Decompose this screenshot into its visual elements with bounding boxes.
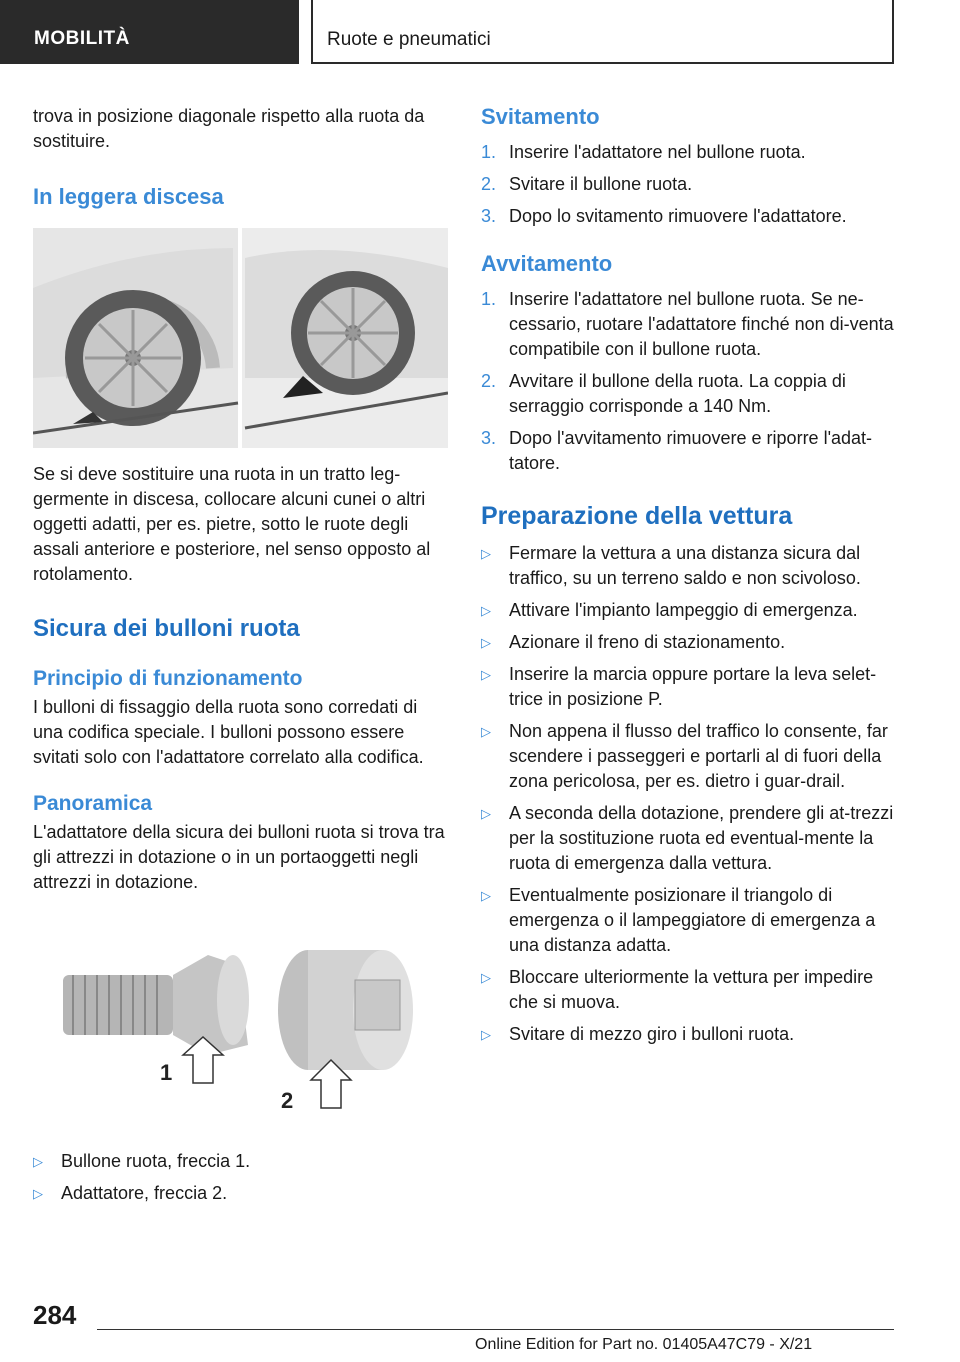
heading-svitamento: Svitamento [481, 104, 600, 129]
chapter-title: Ruote e pneumatici [327, 29, 491, 50]
list-item: ▷ Bullone ruota, freccia 1. [33, 1149, 448, 1174]
triangle-bullet-icon: ▷ [33, 1154, 43, 1169]
preparazione-list [481, 541, 897, 1047]
edition-text: Online Edition for Part no. 01405A47C79 - X/21 [475, 1336, 813, 1353]
list-item: ▷ Bloccare ulteriormente la vettura per impedire che si muova. [481, 967, 874, 1012]
heading-discesa: In leggera discesa [33, 184, 224, 209]
list-item: 1. Inserire l'adattatore nel bullone ruota. [481, 142, 806, 162]
section-title: MOBILITÀ [34, 28, 130, 49]
slope-photo [33, 228, 448, 448]
triangle-bullet-icon: ▷ [481, 1027, 491, 1042]
figure-label-1: 1 [160, 1060, 173, 1085]
footer-divider [97, 1329, 894, 1330]
list-item: ▷ A seconda della dotazione, prendere gli at-trezzi per la sostituzione ruota ed eventual-mente la ruota di emergenza dalla vettura. [481, 803, 894, 873]
list-item: 2. Svitare il bullone ruota. [481, 174, 693, 194]
page-number: 284 [33, 1300, 77, 1330]
figure-legend [33, 1149, 448, 1206]
car-wheels-illustration [33, 228, 448, 448]
list-item: ▷ Inserire la marcia oppure portare la leva selet-trice in posizione P. [481, 664, 877, 709]
svitamento-steps [481, 140, 897, 229]
triangle-bullet-icon: ▷ [33, 1186, 43, 1201]
heading-sicura: Sicura dei bulloni ruota [33, 615, 300, 642]
list-item: ▷ Non appena il flusso del traffico lo consente, far scendere i passeggeri e portarli al di fuori della zona pericolosa, per es. dietro i guar-drail. [481, 721, 888, 791]
avvitamento-steps [481, 287, 897, 476]
triangle-bullet-icon: ▷ [481, 970, 491, 985]
list-item: ▷ Azionare il freno di stazionamento. [481, 630, 897, 655]
list-item: ▷ Attivare l'impianto lampeggio di emergenza. [481, 598, 897, 623]
chapter-header [311, 0, 894, 64]
list-item: ▷ Eventualmente posizionare il triangolo di emergenza o il lampeggiatore di emergenza a una distanza adatta. [481, 885, 876, 955]
bolt-adapter-illustration [33, 925, 448, 1135]
list-item: 3. Dopo lo svitamento rimuovere l'adattatore. [481, 206, 847, 226]
left-column [33, 100, 448, 1206]
panoramica-text: L'adattatore della sicura dei bulloni ruota si trova tra gli attrezzi in dotazione o in un portaoggetti negli attrezzi in dotazione. [33, 822, 445, 892]
list-item: ▷ Svitare di mezzo giro i bulloni ruota. [481, 1022, 897, 1047]
figure-label-2: 2 [281, 1088, 294, 1113]
bolt-figure [33, 925, 448, 1135]
triangle-bullet-icon: ▷ [481, 635, 491, 650]
intro-text: trova in posizione diagonale rispetto alla ruota da sostituire. [33, 106, 425, 151]
list-item: 3. Dopo l'avvitamento rimuovere e riporre l'adat-tatore. [481, 428, 873, 473]
heading-preparazione: Preparazione della vettura [481, 502, 793, 530]
principio-text: I bulloni di fissaggio della ruota sono corredati di una codifica speciale. I bulloni possono essere svitati solo con l'adattatore correlato alla codifica. [33, 697, 424, 767]
triangle-bullet-icon: ▷ [481, 724, 491, 739]
list-item: 1. Inserire l'adattatore nel bullone ruota. Se ne-cessario, ruotare l'adattatore finché non di-venta compatibile con il bullone ruota. [481, 289, 894, 359]
list-item: 2. Avvitare il bullone della ruota. La coppia di serraggio corrisponde a 140 Nm. [481, 371, 846, 416]
list-item: ▷ Adattatore, freccia 2. [33, 1181, 448, 1206]
heading-panoramica: Panoramica [33, 792, 153, 815]
right-column [481, 100, 897, 1047]
section-tab [0, 0, 299, 64]
triangle-bullet-icon: ▷ [481, 546, 491, 561]
discesa-text: Se si deve sostituire una ruota in un tratto leg-germente in discesa, collocare alcuni cunei o altri oggetti adatti, per es. pietre, sotto le ruote degli assali anteriore e posteriore, nel senso opposto al rotolamento. [33, 464, 431, 584]
list-item: ▷ Fermare la vettura a una distanza sicura dal traffico, su un terreno saldo e non scivoloso. [481, 543, 861, 588]
triangle-bullet-icon: ▷ [481, 667, 491, 682]
triangle-bullet-icon: ▷ [481, 888, 491, 903]
triangle-bullet-icon: ▷ [481, 806, 491, 821]
heading-principio: Principio di funzionamento [33, 667, 303, 690]
triangle-bullet-icon: ▷ [481, 603, 491, 618]
heading-avvitamento: Avvitamento [481, 251, 613, 276]
